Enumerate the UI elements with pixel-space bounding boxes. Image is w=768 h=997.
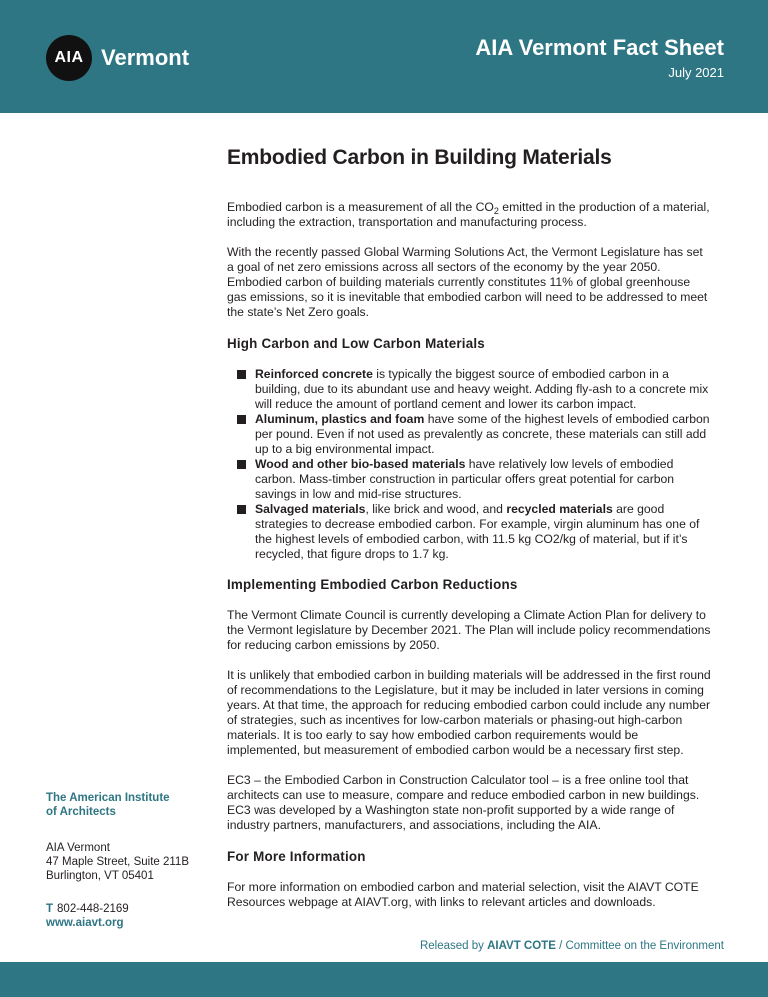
square-bullet-icon xyxy=(237,415,246,424)
square-bullet-icon xyxy=(237,460,246,469)
list-item xyxy=(255,502,712,562)
list-item-bold: Salvaged materials xyxy=(255,502,366,516)
materials-list xyxy=(227,367,712,562)
square-bullet-icon xyxy=(237,370,246,379)
square-bullet-icon xyxy=(237,505,246,514)
release-note xyxy=(420,939,724,953)
co2-subscript: 2 xyxy=(493,206,499,216)
org-name-line: of Architects xyxy=(46,806,116,818)
main-content xyxy=(227,144,712,925)
header-band xyxy=(0,0,768,113)
intro-paragraph xyxy=(227,200,712,230)
section-heading-implementing: Implementing Embodied Carbon Reductions xyxy=(227,577,518,592)
list-item xyxy=(255,457,712,502)
intro-text-b: emitted in the production of a material, including the extraction, transportation and manufacturing process. xyxy=(227,200,710,229)
legislation-paragraph: With the recently passed Global Warming Solutions Act, the Vermont Legislature has set a goal of net zero emissions across all sectors of the economy by the year 2050. Embodied carbon of building materials currently constitutes 11% of global greenhouse gas emissions, so it is inevitable that embodied carbon will need to be addressed to meet the state’s Net Zero goals. xyxy=(227,245,708,319)
contact-sidebar xyxy=(46,791,206,930)
ec3-paragraph: EC3 – the Embodied Carbon in Construction Calculator tool – is a free online tool that architects can use to measure, compare and reduce embodied carbon in new buildings. EC3 was developed by a Washington state non-profit supported by a wide range of industry partners, manufacturers, and associations, including the AIA. xyxy=(227,773,700,832)
cote-name: AIAVT COTE xyxy=(487,940,556,952)
committee-name: / Committee on the Environment xyxy=(555,940,724,952)
aia-logo-word: Vermont xyxy=(101,45,190,70)
phone-label: T xyxy=(46,903,54,915)
phone-number: 802-448-2169 xyxy=(57,903,129,915)
address-line: 47 Maple Street, Suite 211B xyxy=(46,856,189,868)
address-line: Burlington, VT 05401 xyxy=(46,870,154,882)
fact-sheet-date: July 2021 xyxy=(668,65,724,80)
aia-logo-mark: AIA xyxy=(46,35,92,81)
more-info-paragraph: For more information on embodied carbon and material selection, visit the AIAVT COTE Resources webpage at AIAVT.org, with links to relevant articles and downloads. xyxy=(227,880,699,909)
list-item-bold: Reinforced concrete xyxy=(255,367,373,381)
climate-council-paragraph: The Vermont Climate Council is currently developing a Climate Action Plan for delivery to the Vermont legislature by December 2021. The Plan will include policy recommendations for reducing carbon emissions by 2050. xyxy=(227,608,711,652)
legislature-paragraph: It is unlikely that embodied carbon in building materials will be addressed in the first round of recommendations to the Legislature, but it may be included in later versions in coming years. At that time, the approach for reducing embodied carbon could include any number of strategies, such as incentives for low-carbon materials or phasing-out high-carbon materials. It is too early to say how embodied carbon requirements would be implemented, but measurement of embodied carbon would be a necessary first step. xyxy=(227,668,711,757)
list-item xyxy=(255,367,712,412)
list-item-bold: Wood and other bio-based materials xyxy=(255,457,466,471)
address-line: AIA Vermont xyxy=(46,842,110,854)
list-item-text: have relatively low levels of embodied carbon. Mass-timber construction in particular offers great potential for carbon savings in low and mid-rise structures. xyxy=(255,457,675,501)
list-item-text: are good strategies to decrease embodied carbon. For example, virgin aluminum has one of the highest levels of embodied carbon, with 11.5 kg CO2/kg of material, but if it’s recycled, that figure drops to 1.7 kg. xyxy=(255,502,700,561)
section-heading-materials: High Carbon and Low Carbon Materials xyxy=(227,336,485,351)
intro-text-a: Embodied carbon is a measurement of all the CO xyxy=(227,200,494,214)
website-link[interactable]: www.aiavt.org xyxy=(46,917,124,929)
section-heading-more-info: For More Information xyxy=(227,849,366,864)
phone-line xyxy=(46,902,206,916)
list-item-text: have some of the highest levels of embodied carbon per pound. Even if not used as prevalently as concrete, these materials can still add up to a big environmental impact. xyxy=(255,412,710,456)
list-item-text: , like brick and wood, and xyxy=(365,502,507,516)
list-item-text: is typically the biggest source of embodied carbon in a building, due to its abundant use and heavy weight. Adding fly-ash to a concrete mix will reduce the amount of portland cement and lower its carbon impact. xyxy=(255,367,709,411)
list-item xyxy=(255,412,712,457)
address-block xyxy=(46,841,206,883)
page-title: Embodied Carbon in Building Materials xyxy=(227,146,612,169)
fact-sheet-title: AIA Vermont Fact Sheet xyxy=(475,35,724,60)
org-name-line: The American Institute xyxy=(46,792,170,804)
footer-band xyxy=(0,962,768,997)
list-item-bold: Aluminum, plastics and foam xyxy=(255,412,425,426)
release-prefix: Released by xyxy=(419,940,488,952)
list-item-bold: recycled materials xyxy=(506,502,613,516)
org-name xyxy=(46,791,206,819)
